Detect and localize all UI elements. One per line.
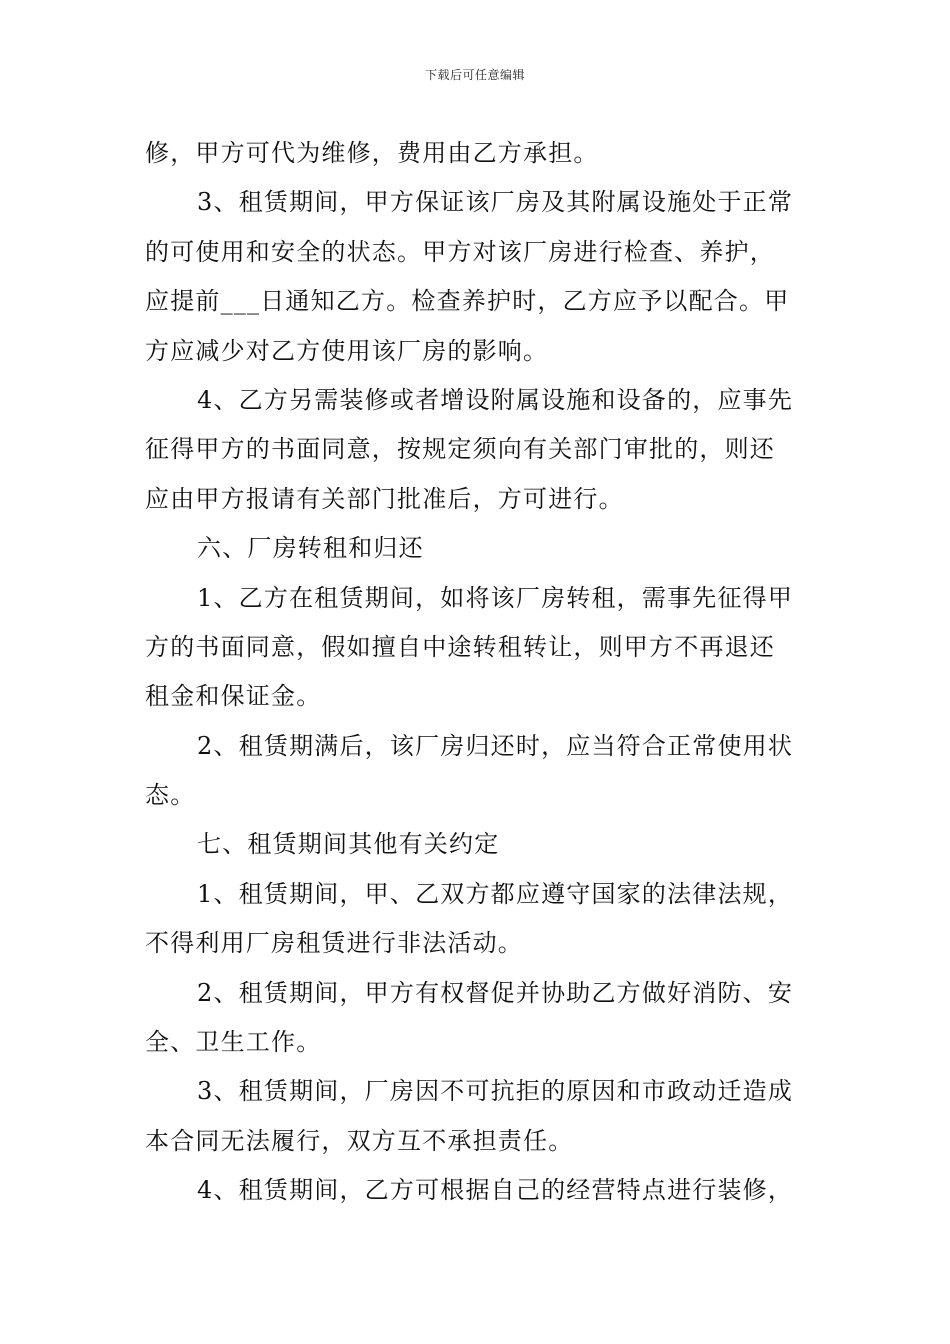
text-line: 3、租赁期间，甲方保证该厂房及其附属设施处于正常 [197,188,794,217]
text-line: 六、厂房转租和归还 [197,534,424,563]
text-line: 本合同无法履行，双方互不承担责任。 [145,1126,574,1155]
text-line: 应由甲方报请有关部门批准后，方可进行。 [145,484,624,513]
text-line: 1、乙方在租赁期间，如将该厂房转租，需事先征得甲 [197,583,794,612]
text-line: 2、租赁期间，甲方有权督促并协助乙方做好消防、安 [197,978,794,1007]
text-line: 修，甲方可代为维修，费用由乙方承担。 [145,139,599,167]
text-line: 4、乙方另需装修或者增设附属设施和设备的，应事先 [197,385,794,414]
text-line: 1、租赁期间，甲、乙双方都应遵守国家的法律法规， [197,879,794,908]
text-line: 租金和保证金。 [145,682,322,711]
text-line: 七、租赁期间其他有关约定 [197,830,500,859]
text-line: 的可使用和安全的状态。甲方对该厂房进行检查、养护， [145,237,775,266]
text-line: 不得利用厂房租赁进行非法活动。 [145,929,523,958]
document-body [145,129,809,1216]
text-line: 方应减少对乙方使用该厂房的影响。 [145,336,549,365]
text-line: 全、卫生工作。 [145,1028,322,1057]
text-line: 4、租赁期间，乙方可根据自己的经营特点进行装修， [197,1176,794,1205]
text-line: 方的书面同意，假如擅自中途转租转让，则甲方不再退还 [145,632,775,661]
text-line: 2、租赁期满后，该厂房归还时，应当符合正常使用状 [197,731,794,760]
text-line: 3、租赁期间，厂房因不可抗拒的原因和市政动迁造成 [197,1077,794,1106]
text-line: 应提前___日通知乙方。检查养护时，乙方应予以配合。甲 [145,287,790,316]
page-header-note: 下载后可任意编辑 [424,68,525,82]
text-line: 征得甲方的书面同意，按规定须向有关部门审批的，则还 [145,435,775,464]
text-line: 态。 [145,781,196,810]
